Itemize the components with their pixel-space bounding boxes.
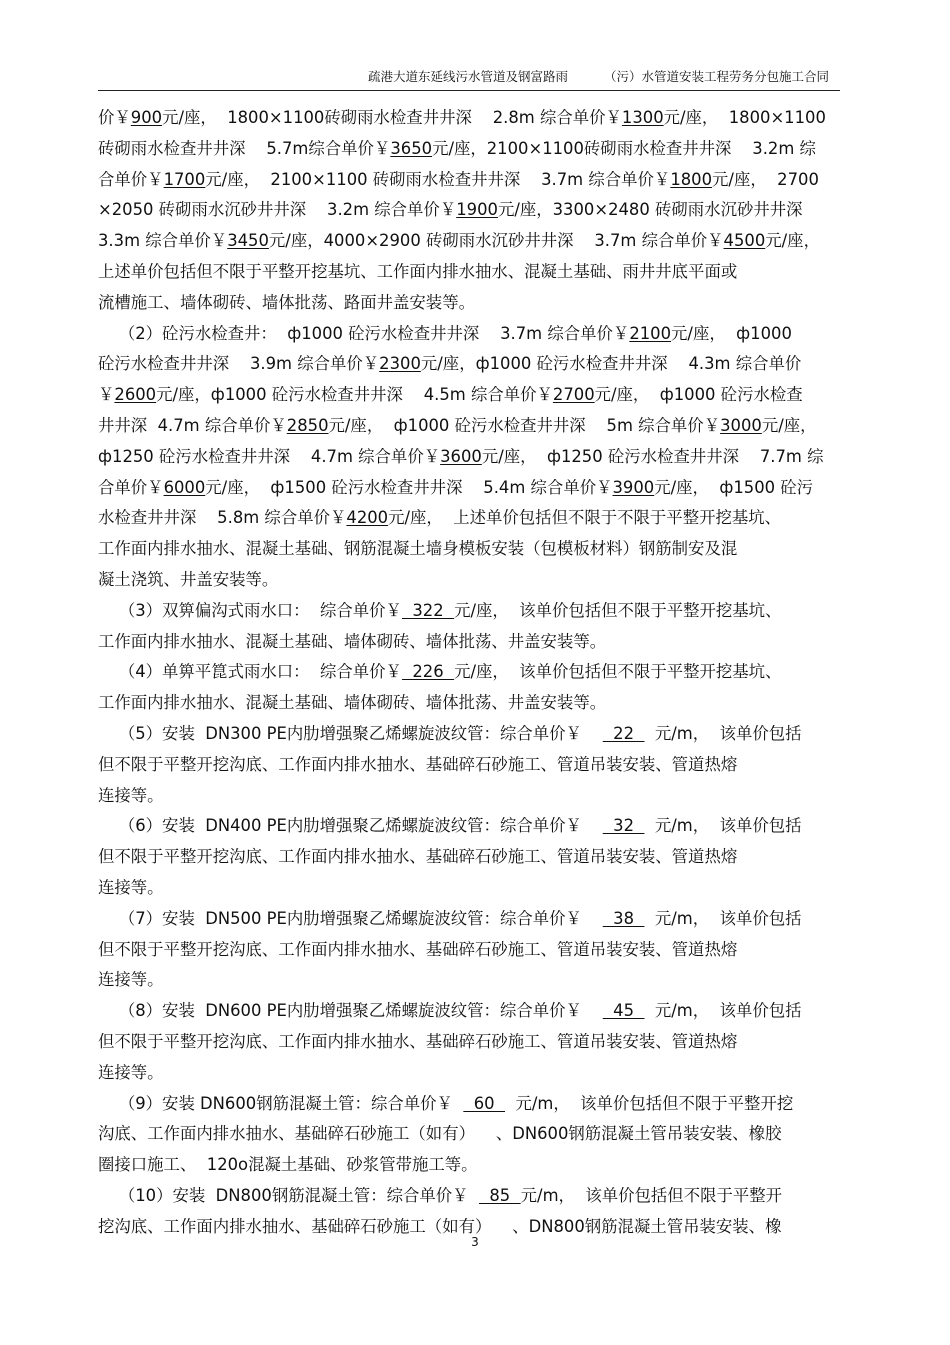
text-run: （10）安装 DN800钢筋混凝土管：综合单价￥ [98,1185,479,1205]
text-run: 工作面内排水抽水、混凝土基础、墙体砌砖、墙体批荡、井盖安装等。 [98,693,607,713]
text-run: ×2050 砖砌雨水沉砂井井深 3.2m 综合单价￥ [98,200,457,220]
text-run: ф1250 砼污水检查井井深 4.7m 综合单价￥ [98,446,441,466]
header-title-right: （污）水管道安装工程劳务分包施工合同 [604,69,830,84]
text-line [98,627,858,658]
price-value: 1700 [163,169,206,189]
text-run: 但不限于平整开挖沟底、工作面内排水抽水、基础碎石砂施工、管道吊装安装、管道热熔 [98,847,738,867]
price-value: 38 [602,908,645,928]
document-body [98,103,858,1242]
text-run: 价￥ [98,108,131,127]
text-run: 水检查井井深 5.8m 综合单价￥ [98,508,347,528]
text-run: 元/座， 1800×1100 [663,108,826,127]
text-run: 上述单价包括但不限于平整开挖基坑、工作面内排水抽水、混凝土基础、雨井井底平面或 [98,261,738,281]
text-run: 连接等。 [98,970,164,990]
text-line [98,1181,858,1212]
text-run: 元/座， 上述单价包括但不限于不限于平整开挖基坑、 [388,508,782,528]
text-run: 合单价￥ [98,477,164,497]
text-line [98,103,858,134]
text-line [98,596,858,627]
price-value: 3450 [227,231,269,251]
text-line [98,411,858,442]
text-run: 但不限于平整开挖沟底、工作面内排水抽水、基础碎石砂施工、管道吊装安装、管道热熔 [98,1031,738,1051]
text-line [98,1150,858,1181]
text-run: （2）砼污水检查井： ф1000 砼污水检查井井深 3.7m 综合单价￥ [98,323,630,343]
text-run: 连接等。 [98,785,164,805]
text-run: 元/座， 2100×1100 砖砌雨水检查井井深 3.7m 综合单价￥ [205,169,671,189]
text-line [98,288,858,319]
price-value: 3600 [440,446,482,466]
text-run: 元/m， 该单价包括但不限于平整开挖 [505,1093,794,1113]
price-value: 22 [602,723,645,743]
text-line [98,904,858,935]
text-run: （3）双箅偏沟式雨水口： 综合单价￥ [98,600,402,620]
page-header [98,66,840,91]
text-line [98,1027,858,1058]
text-line [98,257,858,288]
text-run: （8）安装 DN600 PE内肋增强聚乙烯螺旋波纹管：综合单价￥ [98,1001,603,1021]
text-line [98,134,858,165]
text-run: 沟底、工作面内排水抽水、基础碎石砂施工（如有） 、DN600钢筋混凝土管吊装安装、橡胶 [98,1124,782,1144]
text-line [98,442,858,473]
text-line [98,719,858,750]
price-value: 3900 [612,477,655,497]
text-line [98,935,858,966]
text-run: 元/座， ф1500 砼污 [654,477,814,497]
text-line [98,319,858,350]
text-run: 元/m， 该单价包括 [644,1001,802,1021]
text-run: 连接等。 [98,877,164,897]
price-value: 85 [478,1185,521,1205]
text-run: 元/座， ф1250 砼污水检查井井深 7.7m 综 [481,446,824,466]
price-value: 4500 [723,231,766,251]
text-run: 元/座，2100×1100砖砌雨水检查井井深 3.2m 综 [432,138,816,158]
price-value: 1300 [621,108,664,127]
text-line [98,226,858,257]
text-run: （6）安装 DN400 PE内肋增强聚乙烯螺旋波纹管：综合单价￥ [98,816,603,836]
text-run: 元/座，ф1000 砼污水检查井井深 4.3m 综合单价 [420,354,802,374]
text-run: 3.3m 综合单价￥ [98,231,228,251]
text-run: 元/座， ф1500 砼污水检查井井深 5.4m 综合单价￥ [205,477,613,497]
text-line [98,195,858,226]
text-run: 元/座， [761,415,817,435]
text-run: （4）单箅平箟式雨水口： 综合单价￥ [98,662,402,682]
price-value: 6000 [163,477,206,497]
text-line [98,380,858,411]
text-line [98,781,858,812]
price-value: 3000 [720,415,762,435]
text-run: 元/m， 该单价包括但不限于平整开 [520,1185,783,1205]
text-run: 工作面内排水抽水、混凝土基础、墙体砌砖、墙体批荡、井盖安装等。 [98,631,607,651]
price-value: 322 [401,600,455,620]
price-value: 2100 [629,323,672,343]
text-run: （7）安装 DN500 PE内肋增强聚乙烯螺旋波纹管：综合单价￥ [98,908,603,928]
text-run: 元/m， 该单价包括 [644,908,802,928]
text-run: 圈接口施工、 120o混凝土基础、砂浆管带施工等。 [98,1155,478,1175]
text-run: 凝土浇筑、井盖安装等。 [98,569,279,589]
price-value: 3650 [390,138,433,158]
text-line [98,534,858,565]
text-line [98,473,858,504]
price-value: 2850 [286,415,329,435]
price-value: 1900 [456,200,498,220]
text-run: 砼污水检查井井深 3.9m 综合单价￥ [98,354,380,374]
text-run: 元/座， ф1000 砼污水检查井井深 5m 综合单价￥ [328,415,721,435]
text-line [98,349,858,380]
price-value: 2700 [552,385,595,405]
text-line [98,565,858,596]
text-run: 元/座， ф1000 砼污水检查 [594,385,803,405]
text-run: 挖沟底、工作面内排水抽水、基础碎石砂施工（如有） 、DN800钢筋混凝土管吊装安装、橡 [98,1216,782,1236]
text-line [98,842,858,873]
text-run: 流槽施工、墙体砌砖、墙体批荡、路面井盖安装等。 [98,292,475,312]
text-run: 井井深 4.7m 综合单价￥ [98,415,287,435]
text-run: 元/座， 该单价包括但不限于平整开挖基坑、 [454,662,782,682]
price-value: 226 [401,662,455,682]
text-line [98,1058,858,1089]
text-line [98,657,858,688]
text-run: （9）安装 DN600钢筋混凝土管：综合单价￥ [98,1093,464,1113]
text-run: 工作面内排水抽水、混凝土基础、钢筋混凝土墙身模板安装（包模板材料）钢筋制安及混 [98,539,738,559]
text-run: 但不限于平整开挖沟底、工作面内排水抽水、基础碎石砂施工、管道吊装安装、管道热熔 [98,939,738,959]
text-run: 但不限于平整开挖沟底、工作面内排水抽水、基础碎石砂施工、管道吊装安装、管道热熔 [98,754,738,774]
text-run: 元/m， 该单价包括 [644,723,802,743]
text-line [98,688,858,719]
text-line [98,503,858,534]
text-line [98,165,858,196]
text-run: 元/座， 2700 [712,169,819,189]
text-run: 元/座，4000×2900 砖砌雨水沉砂井井深 3.7m 综合单价￥ [268,231,724,251]
text-line [98,750,858,781]
price-value: 4200 [346,508,389,528]
text-line [98,873,858,904]
page-number: 3 [471,1235,479,1249]
text-line [98,1119,858,1150]
text-run: ￥ [98,385,115,405]
price-value: 900 [130,108,163,127]
price-value: 2600 [114,385,157,405]
text-run: 元/座， 1800×1100砖砌雨水检查井井深 2.8m 综合单价￥ [162,108,622,127]
text-run: 元/座， ф1000 [671,323,792,343]
text-run: 元/座， [765,231,820,251]
text-run: 元/座，ф1000 砼污水检查井井深 4.5m 综合单价￥ [156,385,553,405]
price-value: 32 [602,816,645,836]
text-run: （5）安装 DN300 PE内肋增强聚乙烯螺旋波纹管：综合单价￥ [98,723,603,743]
text-run: 砖砌雨水检查井井深 5.7m综合单价￥ [98,138,391,158]
price-value: 45 [602,1001,645,1021]
text-line [98,996,858,1027]
price-value: 2300 [379,354,421,374]
text-run: 合单价￥ [98,169,164,189]
text-line [98,965,858,996]
price-value: 1800 [670,169,713,189]
price-value: 60 [463,1093,506,1113]
text-run: 元/座， 该单价包括但不限于平整开挖基坑、 [454,600,782,620]
header-title-left: 疏港大道东延线污水管道及钢富路雨 [368,69,569,84]
text-run: 元/m， 该单价包括 [644,816,802,836]
text-line [98,811,858,842]
text-line [98,1089,858,1120]
text-run: 元/座，3300×2480 砖砌雨水沉砂井井深 [497,200,803,220]
text-run: 连接等。 [98,1062,164,1082]
